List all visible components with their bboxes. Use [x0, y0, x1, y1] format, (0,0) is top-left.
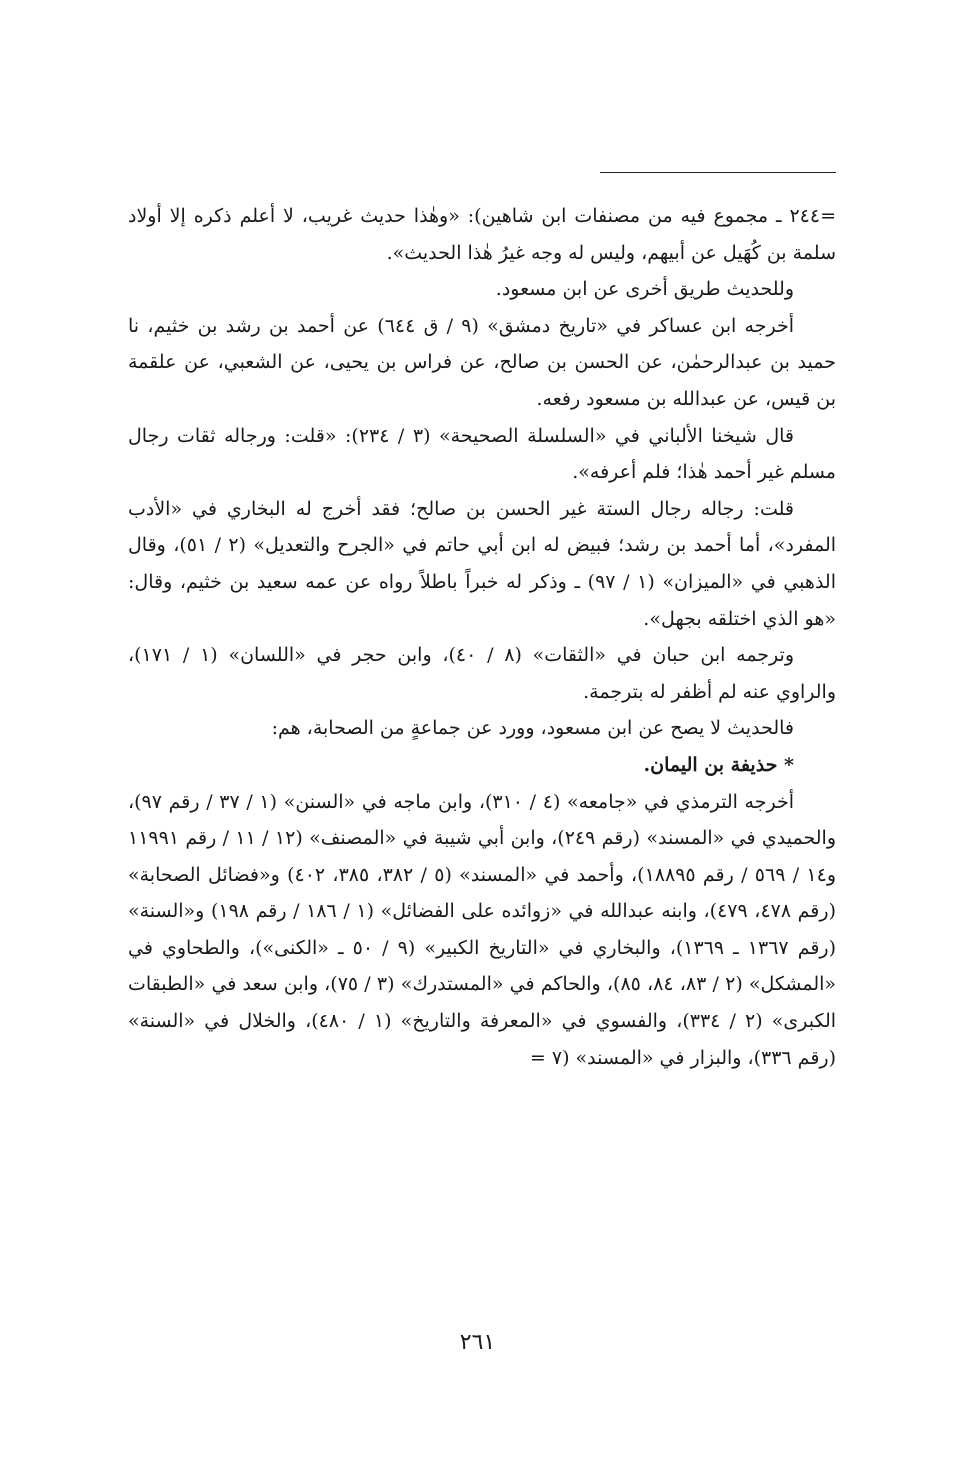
footnote-separator-rule	[600, 172, 836, 173]
paragraph-ibn-asakir: أخرجه ابن عساكر في «تاريخ دمشق» (٩ / ق ٦٤٤) عن أحمد بن رشد بن خثيم، نا حميد بن عبدالرحمٰن، عن الحسن بن صالح، عن فراس بن يحيى، عن الشعبي، عن علقمة بن قيس، عن عبدالله بن مسعود رفعه.	[128, 314, 836, 410]
paragraph-narrators: قلت: رجاله رجال الستة غير الحسن بن صالح؛ فقد أخرج له البخاري في «الأدب المفرد»، أما أحمد بن رشد؛ فبيض له ابن أبي حاتم في «الجرح والتعديل» (٢ / ٥١)، وقال الذهبي في «الميزان» (١ / ٩٧) ـ وذكر له خبراً باطلاً رواه عن عمه سعيد بن خثيم، وقال: «هو الذي اختلقه بجهل».	[128, 497, 837, 630]
page-number: ٢٦١	[459, 1330, 496, 1355]
paragraph-albani: قال شيخنا الألباني في «السلسلة الصحيحة» (٣ / ٢٣٤): «قلت: ورجاله ثقات رجال مسلم غير أحمد هٰذا؛ فلم أعرفه».	[128, 424, 836, 484]
footnote-text	[128, 198, 836, 1076]
bullet-hudhayfa: * حذيفة بن اليمان.	[643, 753, 794, 776]
paragraph-tirmidhi: أخرجه الترمذي في «جامعه» (٤ / ٣١٠)، وابن ماجه في «السنن» (١ / ٣٧ / رقم ٩٧)، والحميدي في «المسند» (رقم ٢٤٩)، وابن أبي شيبة في «المصنف» (١٢ / ١١ / رقم ١١٩٩١ و١٤ / ٥٦٩ / رقم ١٨٨٩٥)، وأحمد في «المسند» (٥ / ٣٨٢، ٣٨٥، ٤٠٢) و«فضائل الصحابة» (رقم ٤٧٨، ٤٧٩)، وابنه عبدالله في «زوائده على الفضائل» (١ / ١٨٦ / رقم ١٩٨) و«السنة» (رقم ١٣٦٧ ـ ١٣٦٩)، والبخاري في «التاريخ الكبير» (٩ / ٥٠ ـ «الكنى»)، والطحاوي في «المشكل» (٢ / ٨٣، ٨٤، ٨٥)، والحاكم في «المستدرك» (٣ / ٧٥)، وابن سعد في «الطبقات الكبرى» (٢ / ٣٣٤)، والفسوي في «المعرفة والتاريخ» (١ / ٤٨٠)، والخلال في «السنة» (رقم ٣٣٦)، والبزار في «المسند» (٧ =	[128, 790, 837, 1069]
paragraph-ibn-hibban: وترجمه ابن حبان في «الثقات» (٨ / ٤٠)، وابن حجر في «اللسان» (١ / ١٧١)، والراوي عنه لم أظفر له بترجمة.	[128, 644, 836, 703]
paragraph-conclusion: فالحديث لا يصح عن ابن مسعود، وورد عن جماعةٍ من الصحابة، هم:	[271, 717, 794, 740]
paragraph-other-route: وللحديث طريق أخرى عن ابن مسعود.	[495, 278, 794, 301]
paragraph-continuation: =٢٤٤ ـ مجموع فيه من مصنفات ابن شاهين): «وهٰذا حديث غريب، لا أعلم ذكره إلا أولاد سلمة بن كُهَيل عن أبيهم، وليس له وجه غيرُ هٰذا الحديث».	[128, 205, 836, 264]
